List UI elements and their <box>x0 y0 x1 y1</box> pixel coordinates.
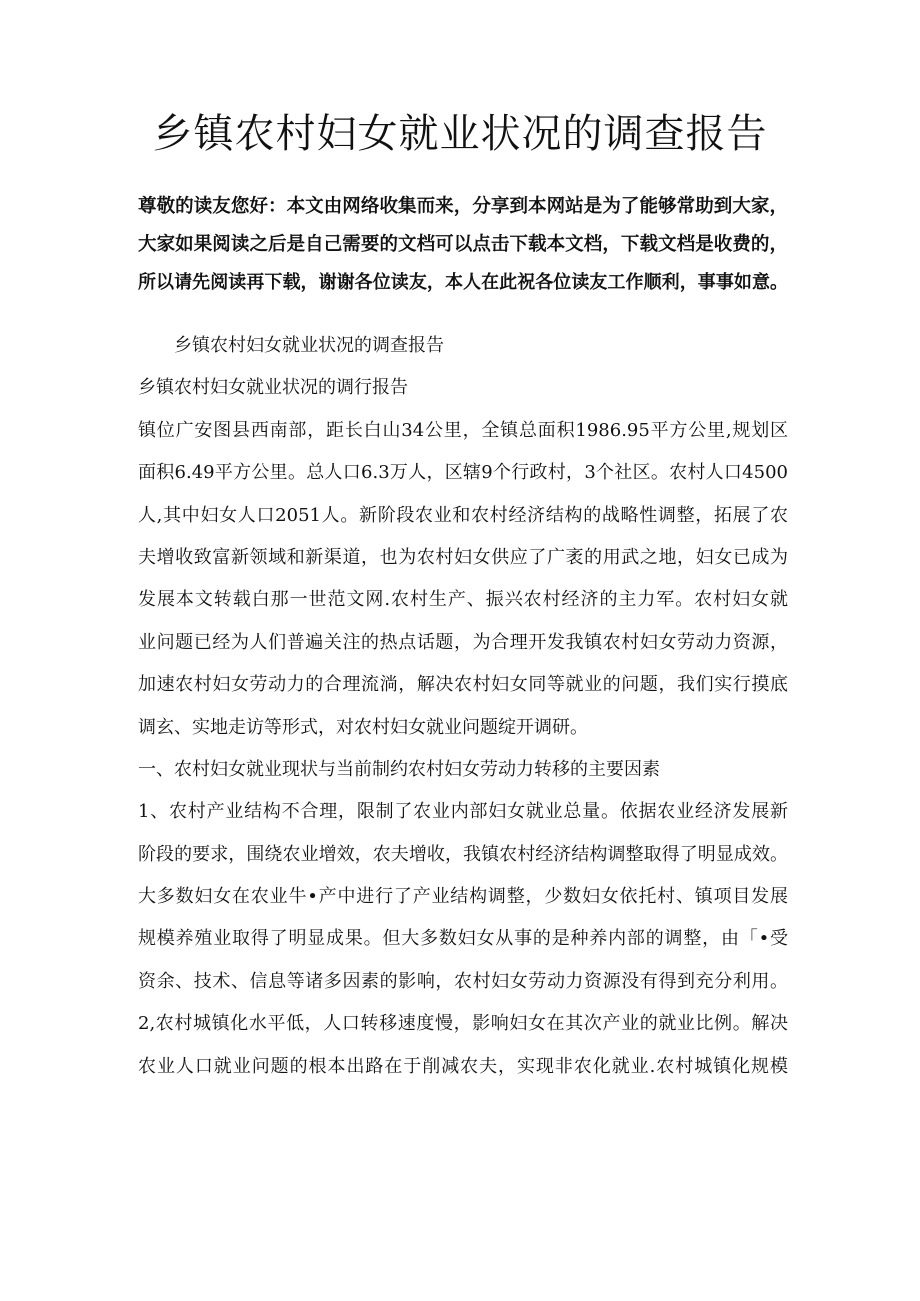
body-line: 镇位广安图县西南部，距长白山34公里，全镇总面积1986.95平方公里,规划区 <box>138 419 788 441</box>
notice-line: 所以请先阅读再下载，谢谢各位读友，本人在此祝各位读友工作顺利，事事如意。 <box>138 272 788 293</box>
body-line: 农业人口就业问题的根本出路在于削减农夫，实现非农化就业.农村城镇化规模 <box>138 1055 788 1077</box>
section-heading: 一、农村妇女就业现状与当前制约农村妇女劳动力转移的主要因素 <box>138 758 660 780</box>
notice-line: 尊敬的读友您好：本文由网络收集而来，分享到本网站是为了能够常助到大家， <box>138 196 788 217</box>
body-line: 阶段的要求，围绕农业增效，农夫增收，我镇农村经济结构调整取得了明显成效。 <box>138 843 788 865</box>
document-body <box>138 325 788 1088</box>
body-line: 发展本文转载白那一世范文网.农村生产、振兴农村经济的主力军。农村妇女就 <box>138 589 788 611</box>
body-line: 加速农村妇女劳动力的合理流淌，解决农村妇女同等就业的问题，我们实行摸底 <box>138 674 788 696</box>
body-line: 大多数妇女在农业牛•产中进行了产业结构调整，少数妇女依托村、镇项目发展 <box>138 886 788 908</box>
body-line: 业问题已经为人们普遍关注的热点话题，为合理开发我镇农村妇女劳动力资源， <box>138 631 788 653</box>
notice-line: 大家如果阅读之后是自己需要的文档可以点击下载本文档，下载文档是收费的， <box>138 234 788 255</box>
body-line: 2,农村城镇化水平低，人口转移速度慢，影响妇女在其次产业的就业比例。解决 <box>138 1013 788 1035</box>
body-subtitle: 乡镇农村妇女就业状况的调查报告 <box>174 335 444 356</box>
document-title: 乡镇农村妇女就业状况的调查报告 <box>152 111 768 157</box>
body-line: 调玄、实地走访等形式，对农村妇女就业问题绽开调研。 <box>138 716 588 738</box>
body-line: 规模养殖业取得了明显成果。但大多数妇女从事的是种养内部的调整，由「•受 <box>138 928 788 950</box>
reader-notice <box>138 188 788 302</box>
body-line: 1、农村产业结构不合理，限制了农业内部妇女就业总量。依据农业经济发展新 <box>138 801 788 823</box>
body-line: 人,其中妇女人口2051人。新阶段农业和农村经济结构的战略性调整，拓展了农 <box>138 504 788 526</box>
body-line: 夫增收致富新领域和新渠道，也为农村妇女供应了广袤的用武之地，妇女已成为 <box>138 546 788 568</box>
body-line: 资余、技术、信息等诸多因素的影响，农村妇女劳动力资源没有得到充分利用。 <box>138 970 788 992</box>
body-line: 面积6.49平方公里。总人口6.3万人，区辖9个行政村，3个社区。农村人口4500 <box>138 462 788 484</box>
body-line: 乡镇农村妇女就业状况的调行报告 <box>138 377 408 399</box>
